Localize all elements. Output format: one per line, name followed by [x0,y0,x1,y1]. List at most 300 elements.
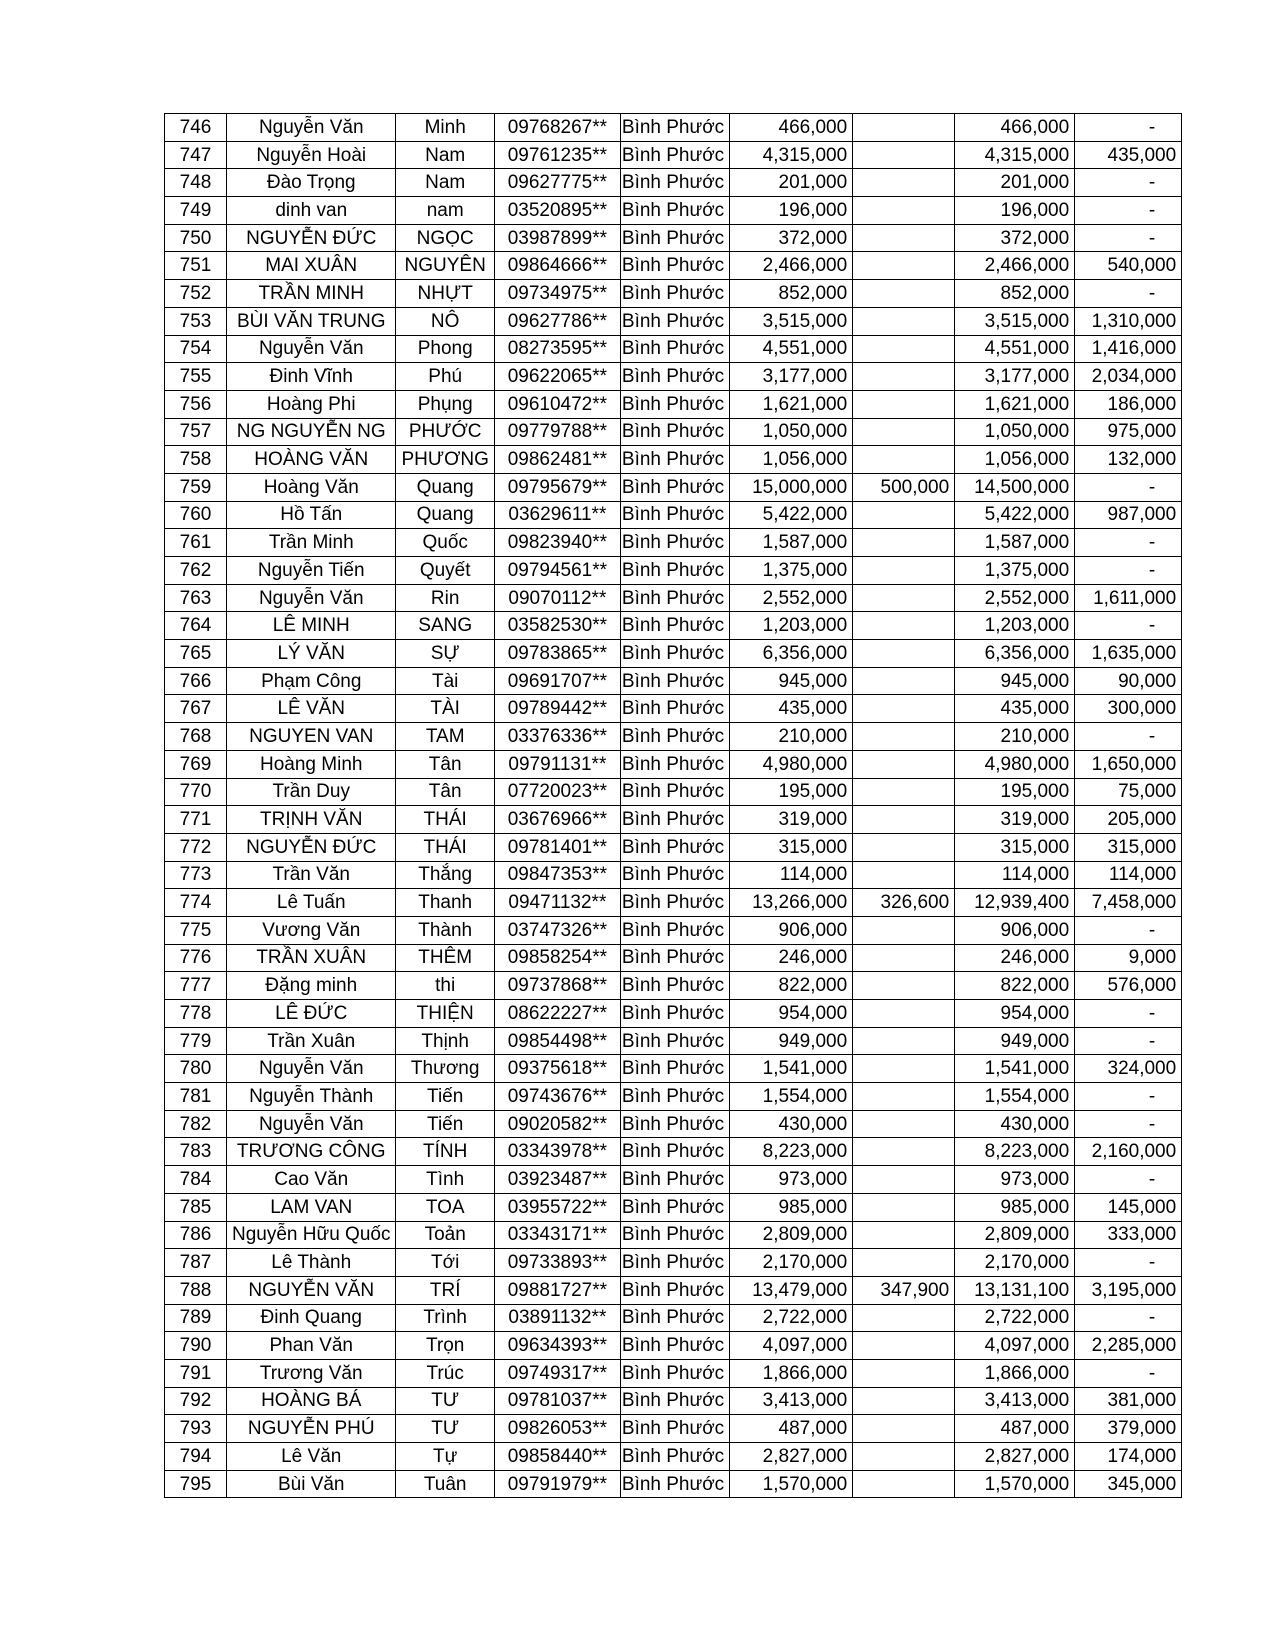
surname-cell: LÝ VĂN [227,640,396,668]
extra-amount-cell: - [1075,557,1182,585]
net-amount-cell: 1,375,000 [955,557,1075,585]
province-cell: Bình Phước [620,224,729,252]
phone-cell: 09761235** [494,141,620,169]
table-row [165,390,1182,418]
province-cell: Bình Phước [620,1221,729,1249]
amount-cell: 852,000 [730,280,853,308]
amount-cell: 315,000 [730,833,853,861]
deduction-cell: 347,900 [853,1276,955,1304]
extra-amount-cell: 1,416,000 [1075,335,1182,363]
surname-cell: Nguyễn Hoài [227,141,396,169]
given-name-cell: Nam [396,141,494,169]
extra-amount-cell: - [1075,280,1182,308]
deduction-cell [853,280,955,308]
deduction-cell [853,778,955,806]
deduction-cell [853,557,955,585]
table-row [165,197,1182,225]
row-number: 753 [165,307,227,335]
net-amount-cell: 954,000 [955,1000,1075,1028]
surname-cell: Nguyễn Văn [227,1055,396,1083]
table-row [165,1470,1182,1498]
surname-cell: Nguyễn Văn [227,584,396,612]
province-cell: Bình Phước [620,1055,729,1083]
given-name-cell: PHƯỚC [396,418,494,446]
table-row [165,861,1182,889]
deduction-cell [853,224,955,252]
extra-amount-cell: - [1075,1110,1182,1138]
amount-cell: 5,422,000 [730,501,853,529]
amount-cell: 2,827,000 [730,1443,853,1471]
row-number: 763 [165,584,227,612]
phone-cell: 09627775** [494,169,620,197]
given-name-cell: TÍNH [396,1138,494,1166]
extra-amount-cell: - [1075,1000,1182,1028]
amount-cell: 3,177,000 [730,363,853,391]
surname-cell: TRẦN XUÂN [227,944,396,972]
row-number: 749 [165,197,227,225]
net-amount-cell: 1,554,000 [955,1083,1075,1111]
phone-cell: 03376336** [494,723,620,751]
extra-amount-cell: 300,000 [1075,695,1182,723]
province-cell: Bình Phước [620,1166,729,1194]
table-row [165,1332,1182,1360]
given-name-cell: NÔ [396,307,494,335]
phone-cell: 09781401** [494,833,620,861]
deduction-cell [853,916,955,944]
net-amount-cell: 822,000 [955,972,1075,1000]
given-name-cell: Thịnh [396,1027,494,1055]
amount-cell: 949,000 [730,1027,853,1055]
province-cell: Bình Phước [620,418,729,446]
extra-amount-cell: - [1075,197,1182,225]
surname-cell: Hoàng Phi [227,390,396,418]
phone-cell: 09743676** [494,1083,620,1111]
amount-cell: 973,000 [730,1166,853,1194]
net-amount-cell: 319,000 [955,806,1075,834]
province-cell: Bình Phước [620,667,729,695]
province-cell: Bình Phước [620,1387,729,1415]
deduction-cell [853,114,955,142]
surname-cell: Nguyễn Hữu Quốc [227,1221,396,1249]
province-cell: Bình Phước [620,169,729,197]
given-name-cell: Trình [396,1304,494,1332]
province-cell: Bình Phước [620,723,729,751]
given-name-cell: TƯ [396,1387,494,1415]
table-row [165,1193,1182,1221]
phone-cell: 03955722** [494,1193,620,1221]
given-name-cell: Quang [396,501,494,529]
row-number: 795 [165,1470,227,1498]
province-cell: Bình Phước [620,363,729,391]
net-amount-cell: 1,050,000 [955,418,1075,446]
row-number: 756 [165,390,227,418]
extra-amount-cell: 145,000 [1075,1193,1182,1221]
surname-cell: Lê Văn [227,1443,396,1471]
given-name-cell: Tình [396,1166,494,1194]
phone-cell: 03343171** [494,1221,620,1249]
given-name-cell: Nam [396,169,494,197]
deduction-cell [853,640,955,668]
net-amount-cell: 906,000 [955,916,1075,944]
table-row [165,778,1182,806]
surname-cell: Đặng minh [227,972,396,1000]
province-cell: Bình Phước [620,916,729,944]
given-name-cell: Tài [396,667,494,695]
deduction-cell [853,363,955,391]
deduction-cell [853,1443,955,1471]
deduction-cell [853,833,955,861]
net-amount-cell: 4,315,000 [955,141,1075,169]
table-row [165,446,1182,474]
net-amount-cell: 4,097,000 [955,1332,1075,1360]
table-row [165,944,1182,972]
table-row [165,667,1182,695]
phone-cell: 09733893** [494,1249,620,1277]
province-cell: Bình Phước [620,833,729,861]
surname-cell: BÙI VĂN TRUNG [227,307,396,335]
row-number: 794 [165,1443,227,1471]
table-row [165,1166,1182,1194]
phone-cell: 09471132** [494,889,620,917]
table-row [165,723,1182,751]
table-row [165,640,1182,668]
given-name-cell: Phú [396,363,494,391]
extra-amount-cell: - [1075,1027,1182,1055]
province-cell: Bình Phước [620,501,729,529]
net-amount-cell: 2,552,000 [955,584,1075,612]
table-row [165,224,1182,252]
table-row [165,1415,1182,1443]
amount-cell: 1,570,000 [730,1470,853,1498]
net-amount-cell: 6,356,000 [955,640,1075,668]
row-number: 786 [165,1221,227,1249]
table-row [165,889,1182,917]
net-amount-cell: 2,809,000 [955,1221,1075,1249]
data-table [164,113,1182,1498]
net-amount-cell: 3,177,000 [955,363,1075,391]
surname-cell: Đinh Quang [227,1304,396,1332]
province-cell: Bình Phước [620,1304,729,1332]
province-cell: Bình Phước [620,280,729,308]
phone-cell: 09610472** [494,390,620,418]
given-name-cell: Quốc [396,529,494,557]
phone-cell: 03520895** [494,197,620,225]
amount-cell: 210,000 [730,723,853,751]
phone-cell: 03629611** [494,501,620,529]
amount-cell: 4,551,000 [730,335,853,363]
table-row [165,529,1182,557]
phone-cell: 09634393** [494,1332,620,1360]
row-number: 750 [165,224,227,252]
row-number: 780 [165,1055,227,1083]
net-amount-cell: 246,000 [955,944,1075,972]
given-name-cell: Tuân [396,1470,494,1498]
province-cell: Bình Phước [620,1332,729,1360]
given-name-cell: Toản [396,1221,494,1249]
row-number: 792 [165,1387,227,1415]
extra-amount-cell: - [1075,1083,1182,1111]
net-amount-cell: 2,722,000 [955,1304,1075,1332]
province-cell: Bình Phước [620,750,729,778]
table-row [165,916,1182,944]
table-row [165,1027,1182,1055]
deduction-cell [853,695,955,723]
phone-cell: 09795679** [494,473,620,501]
phone-cell: 07720023** [494,778,620,806]
extra-amount-cell: 540,000 [1075,252,1182,280]
phone-cell: 09783865** [494,640,620,668]
amount-cell: 372,000 [730,224,853,252]
row-number: 783 [165,1138,227,1166]
amount-cell: 2,809,000 [730,1221,853,1249]
surname-cell: Nguyễn Thành [227,1083,396,1111]
amount-cell: 15,000,000 [730,473,853,501]
extra-amount-cell: 1,635,000 [1075,640,1182,668]
phone-cell: 09734975** [494,280,620,308]
surname-cell: Trương Văn [227,1359,396,1387]
table-row [165,1276,1182,1304]
extra-amount-cell: 315,000 [1075,833,1182,861]
amount-cell: 1,203,000 [730,612,853,640]
net-amount-cell: 430,000 [955,1110,1075,1138]
phone-cell: 09691707** [494,667,620,695]
deduction-cell [853,141,955,169]
surname-cell: Trần Duy [227,778,396,806]
given-name-cell: Thanh [396,889,494,917]
net-amount-cell: 1,866,000 [955,1359,1075,1387]
net-amount-cell: 1,541,000 [955,1055,1075,1083]
amount-cell: 945,000 [730,667,853,695]
extra-amount-cell: - [1075,1359,1182,1387]
row-number: 785 [165,1193,227,1221]
amount-cell: 1,587,000 [730,529,853,557]
province-cell: Bình Phước [620,307,729,335]
province-cell: Bình Phước [620,1359,729,1387]
table-row [165,141,1182,169]
deduction-cell [853,252,955,280]
phone-cell: 03987899** [494,224,620,252]
row-number: 746 [165,114,227,142]
amount-cell: 195,000 [730,778,853,806]
phone-cell: 09791979** [494,1470,620,1498]
given-name-cell: Quyết [396,557,494,585]
table-row [165,612,1182,640]
phone-cell: 09881727** [494,1276,620,1304]
province-cell: Bình Phước [620,1470,729,1498]
phone-cell: 09627786** [494,307,620,335]
extra-amount-cell: - [1075,723,1182,751]
given-name-cell: Minh [396,114,494,142]
province-cell: Bình Phước [620,1000,729,1028]
extra-amount-cell: 90,000 [1075,667,1182,695]
row-number: 779 [165,1027,227,1055]
row-number: 789 [165,1304,227,1332]
surname-cell: NGUYEN VAN [227,723,396,751]
surname-cell: LAM VAN [227,1193,396,1221]
amount-cell: 13,266,000 [730,889,853,917]
province-cell: Bình Phước [620,1193,729,1221]
row-number: 774 [165,889,227,917]
extra-amount-cell: 2,034,000 [1075,363,1182,391]
net-amount-cell: 1,621,000 [955,390,1075,418]
net-amount-cell: 1,056,000 [955,446,1075,474]
deduction-cell [853,1027,955,1055]
surname-cell: Nguyễn Tiến [227,557,396,585]
given-name-cell: Phong [396,335,494,363]
given-name-cell: Thắng [396,861,494,889]
surname-cell: NG NGUYỄN NG [227,418,396,446]
given-name-cell: SANG [396,612,494,640]
phone-cell: 09864666** [494,252,620,280]
province-cell: Bình Phước [620,1443,729,1471]
amount-cell: 954,000 [730,1000,853,1028]
given-name-cell: thi [396,972,494,1000]
amount-cell: 430,000 [730,1110,853,1138]
given-name-cell: Quang [396,473,494,501]
row-number: 775 [165,916,227,944]
deduction-cell [853,806,955,834]
table-row [165,1000,1182,1028]
extra-amount-cell: 3,195,000 [1075,1276,1182,1304]
phone-cell: 03747326** [494,916,620,944]
extra-amount-cell: 1,650,000 [1075,750,1182,778]
net-amount-cell: 487,000 [955,1415,1075,1443]
given-name-cell: PHƯƠNG [396,446,494,474]
province-cell: Bình Phước [620,557,729,585]
deduction-cell [853,1000,955,1028]
amount-cell: 1,541,000 [730,1055,853,1083]
net-amount-cell: 2,466,000 [955,252,1075,280]
table-row [165,363,1182,391]
deduction-cell [853,972,955,1000]
province-cell: Bình Phước [620,944,729,972]
province-cell: Bình Phước [620,473,729,501]
province-cell: Bình Phước [620,390,729,418]
amount-cell: 196,000 [730,197,853,225]
net-amount-cell: 1,570,000 [955,1470,1075,1498]
row-number: 765 [165,640,227,668]
table-row [165,1055,1182,1083]
amount-cell: 1,375,000 [730,557,853,585]
given-name-cell: NGỌC [396,224,494,252]
given-name-cell: SỰ [396,640,494,668]
extra-amount-cell: - [1075,114,1182,142]
amount-cell: 487,000 [730,1415,853,1443]
phone-cell: 09826053** [494,1415,620,1443]
extra-amount-cell: 381,000 [1075,1387,1182,1415]
amount-cell: 435,000 [730,695,853,723]
extra-amount-cell: 333,000 [1075,1221,1182,1249]
row-number: 777 [165,972,227,1000]
extra-amount-cell: 2,160,000 [1075,1138,1182,1166]
deduction-cell [853,307,955,335]
row-number: 788 [165,1276,227,1304]
table-row [165,750,1182,778]
province-cell: Bình Phước [620,1276,729,1304]
deduction-cell [853,944,955,972]
given-name-cell: Tự [396,1443,494,1471]
surname-cell: NGUYỄN ĐỨC [227,833,396,861]
table-row [165,1221,1182,1249]
deduction-cell [853,1359,955,1387]
row-number: 781 [165,1083,227,1111]
deduction-cell: 500,000 [853,473,955,501]
table-row [165,114,1182,142]
given-name-cell: TƯ [396,1415,494,1443]
surname-cell: Hoàng Minh [227,750,396,778]
amount-cell: 2,722,000 [730,1304,853,1332]
province-cell: Bình Phước [620,889,729,917]
surname-cell: Đinh Vĩnh [227,363,396,391]
extra-amount-cell: - [1075,1249,1182,1277]
table-row [165,280,1182,308]
extra-amount-cell: 379,000 [1075,1415,1182,1443]
given-name-cell: THIỆN [396,1000,494,1028]
amount-cell: 8,223,000 [730,1138,853,1166]
net-amount-cell: 8,223,000 [955,1138,1075,1166]
net-amount-cell: 4,551,000 [955,335,1075,363]
province-cell: Bình Phước [620,335,729,363]
surname-cell: HOÀNG BÁ [227,1387,396,1415]
row-number: 778 [165,1000,227,1028]
surname-cell: Vương Văn [227,916,396,944]
row-number: 761 [165,529,227,557]
extra-amount-cell: 987,000 [1075,501,1182,529]
table-row [165,695,1182,723]
deduction-cell [853,1332,955,1360]
province-cell: Bình Phước [620,695,729,723]
net-amount-cell: 1,587,000 [955,529,1075,557]
row-number: 757 [165,418,227,446]
amount-cell: 4,980,000 [730,750,853,778]
deduction-cell: 326,600 [853,889,955,917]
province-cell: Bình Phước [620,252,729,280]
table-row [165,335,1182,363]
table-row [165,557,1182,585]
surname-cell: Hồ Tấn [227,501,396,529]
phone-cell: 03582530** [494,612,620,640]
given-name-cell: Phụng [396,390,494,418]
deduction-cell [853,335,955,363]
table-row [165,972,1182,1000]
extra-amount-cell: 324,000 [1075,1055,1182,1083]
table-row [165,584,1182,612]
row-number: 787 [165,1249,227,1277]
given-name-cell: Tân [396,750,494,778]
deduction-cell [853,612,955,640]
amount-cell: 906,000 [730,916,853,944]
row-number: 766 [165,667,227,695]
phone-cell: 09622065** [494,363,620,391]
extra-amount-cell: - [1075,529,1182,557]
table-row [165,1387,1182,1415]
surname-cell: Phan Văn [227,1332,396,1360]
extra-amount-cell: - [1075,916,1182,944]
deduction-cell [853,1415,955,1443]
net-amount-cell: 4,980,000 [955,750,1075,778]
given-name-cell: Tới [396,1249,494,1277]
amount-cell: 4,315,000 [730,141,853,169]
province-cell: Bình Phước [620,1415,729,1443]
province-cell: Bình Phước [620,446,729,474]
net-amount-cell: 3,413,000 [955,1387,1075,1415]
deduction-cell [853,197,955,225]
surname-cell: TRỊNH VĂN [227,806,396,834]
phone-cell: 03923487** [494,1166,620,1194]
province-cell: Bình Phước [620,197,729,225]
deduction-cell [853,390,955,418]
phone-cell: 09781037** [494,1387,620,1415]
